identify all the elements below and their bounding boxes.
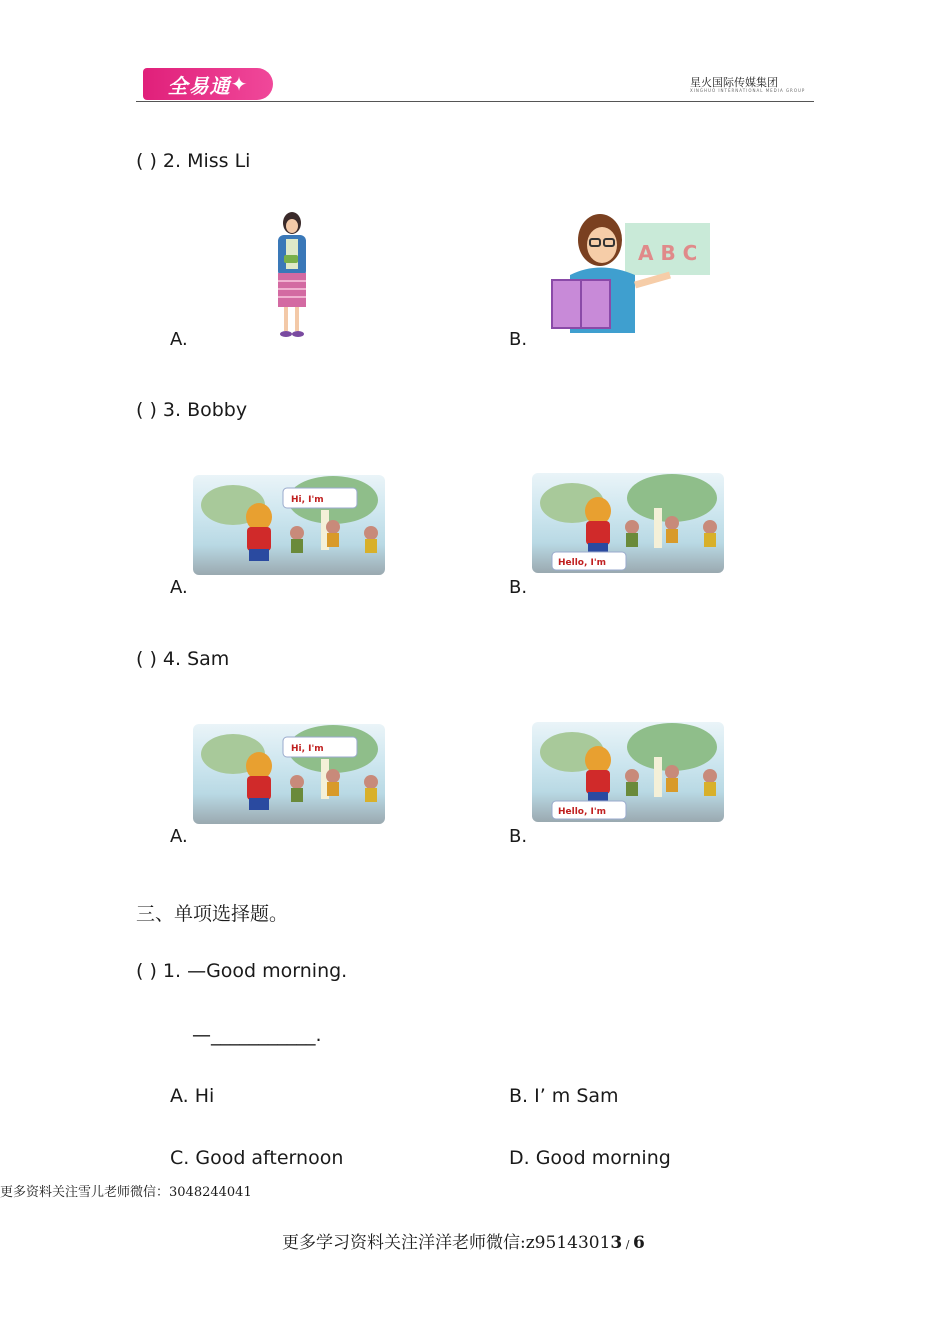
miss-li-standing-illustration: [268, 205, 316, 340]
question-4-option-b: B.: [509, 826, 528, 847]
answer-blank-line: —___________.: [192, 1024, 322, 1046]
brand-logo: 全易通 ✦: [143, 68, 273, 100]
page-current: 3: [610, 1233, 623, 1253]
choice-c: C. Good afternoon: [170, 1147, 344, 1169]
question-3-label: ( ) 3. Bobby: [136, 399, 248, 421]
question-2-option-a: A.: [170, 329, 188, 350]
section-3-title: 三、单项选择题。: [136, 903, 289, 925]
cartoon-cat-scene-a: [193, 475, 385, 575]
page-total: 6: [632, 1233, 645, 1253]
question-4-bubble-b-text: Hello, I'm: [558, 807, 607, 817]
question-4-label: ( ) 4. Sam: [136, 648, 230, 670]
choice-a: A. Hi: [170, 1085, 215, 1107]
abc-board-text: A B C: [638, 241, 698, 265]
question-3-scene-a: [193, 475, 385, 575]
question-4-scene-b: [532, 722, 724, 822]
question-3-bubble-a-text: Hi, I'm: [291, 495, 324, 505]
footer-contact-left: 更多资料关注雪儿老师微信：3048244041: [0, 1185, 252, 1200]
cartoon-cat-scene-a: [193, 724, 385, 824]
cartoon-cat-scene-b: [532, 722, 724, 822]
header-divider: [136, 101, 814, 102]
miss-li-teaching-illustration: [550, 205, 712, 333]
section-3-question-1: ( ) 1. —Good morning.: [136, 960, 348, 982]
question-3-bubble-b-text: Hello, I'm: [558, 558, 607, 568]
question-3-option-b: B.: [509, 577, 528, 598]
question-2-option-b: B.: [509, 329, 528, 350]
footer-main-text: 更多学习资料关注洋洋老师微信:z9514301: [282, 1233, 611, 1253]
choice-d: D. Good morning: [509, 1147, 671, 1169]
cartoon-cat-scene-b: [532, 473, 724, 573]
question-3-scene-b: [532, 473, 724, 573]
question-4-scene-a: [193, 724, 385, 824]
question-4-bubble-a-text: Hi, I'm: [291, 744, 324, 754]
question-3-option-a: A.: [170, 577, 188, 598]
publisher-subtitle: XINGHUO INTERNATIONAL MEDIA GROUP: [690, 88, 806, 93]
question-2-label: ( ) 2. Miss Li: [136, 150, 251, 172]
footer-contact-main: [282, 1228, 645, 1253]
page-separator: /: [622, 1238, 633, 1251]
publisher-name: 星火国际传媒集团: [690, 76, 778, 89]
question-4-option-a: A.: [170, 826, 188, 847]
choice-b: B. I’ m Sam: [509, 1085, 619, 1107]
logo-text: 全易通: [167, 73, 231, 98]
